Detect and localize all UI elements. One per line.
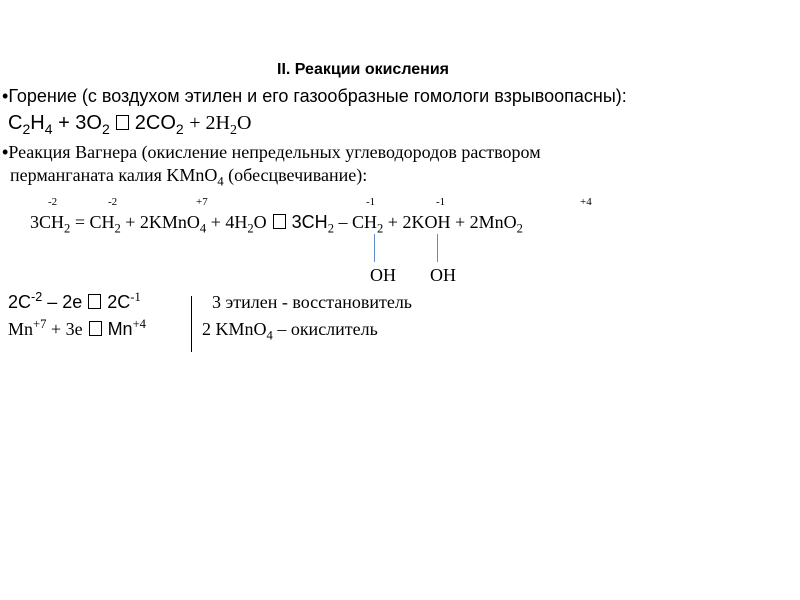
balance-row-1 [8, 292, 141, 313]
eq1-sub: 2 [22, 121, 31, 137]
bond-line [437, 234, 438, 262]
wagner-line2-post: (обесцвечивание): [223, 165, 368, 185]
eq1-sub: 2 [230, 123, 237, 138]
eq2-part: 3CH [30, 212, 65, 232]
oxidizer-note-pre: 2 KMnO [202, 319, 267, 339]
ox-number: -1 [436, 196, 446, 208]
eq2-part: = CH [70, 212, 115, 232]
balance-divider [191, 296, 192, 352]
eq2-part: 3CH [291, 212, 328, 232]
balance-sup: +4 [132, 317, 146, 331]
eq2-sub: 2 [327, 221, 334, 236]
eq1-h: H [30, 112, 45, 134]
kmno4-sub: 4 [217, 174, 224, 189]
bullet-wagner [2, 142, 541, 163]
balance-part: Mn [8, 319, 34, 339]
balance-part: 2C [8, 292, 32, 312]
eq2-sub: 2 [247, 221, 254, 236]
oxidizer-note-post: – окислитель [272, 319, 378, 339]
eq1-o: O [237, 112, 252, 134]
balance-sup: -2 [31, 290, 43, 304]
slide-title: II. Реакции окисления [277, 61, 450, 78]
eq2-sub: 4 [199, 221, 207, 236]
arrow-box-icon [116, 115, 129, 130]
wagner-line1: Реакция Вагнера (окисление непредельных углеводородов раствором [8, 142, 541, 162]
eq2-sub: 2 [64, 221, 71, 236]
ox-number: -1 [366, 196, 376, 208]
balance-row-2 [8, 319, 146, 340]
ox-number: -2 [48, 196, 58, 208]
wagner-line2 [10, 165, 368, 189]
eq2-part: + 4H [206, 212, 248, 232]
oxidizer-note [202, 319, 378, 343]
balance-part: – 2e [42, 292, 83, 312]
eq2-part: – CH [333, 212, 377, 232]
bullet-dot: • [2, 142, 9, 162]
eq1-sub: 2 [101, 121, 110, 137]
eq2-sub: 2 [516, 221, 523, 236]
eq1-o2: + 3O [58, 112, 102, 134]
arrow-box-icon [88, 294, 101, 309]
eq1-h2: + 2H [189, 112, 230, 134]
oh-group: OH [430, 265, 456, 285]
reducer-note: 3 этилен - восстановитель [212, 292, 413, 312]
eq1-c: C [8, 112, 23, 134]
balance-sup: -1 [130, 290, 141, 304]
balance-sup: +7 [33, 317, 47, 331]
eq1-sub: 4 [44, 121, 53, 137]
ox-number: +4 [580, 196, 592, 208]
kmno4-sub: 4 [266, 328, 273, 343]
eq2-part: O [253, 212, 267, 232]
combustion-text: Горение (с воздухом этилен и его газообразные гомологи взрывоопасны): [8, 86, 627, 106]
wagner-line2-pre: перманганата калия KMnO [10, 165, 218, 185]
combustion-equation [8, 112, 252, 138]
ox-number: +7 [196, 196, 208, 208]
ox-number: -2 [108, 196, 118, 208]
arrow-box-icon [89, 321, 102, 336]
bond-line [374, 234, 375, 262]
oh-group: OH [370, 265, 396, 285]
wagner-equation [30, 212, 523, 236]
eq2-part: + 2KOH + 2MnO [383, 212, 517, 232]
bullet-combustion [2, 86, 627, 107]
bullet-dot: • [2, 86, 9, 106]
eq2-part: + 2KMnO [120, 212, 200, 232]
balance-part: 2C [107, 292, 131, 312]
eq1-co2: 2CO [134, 112, 176, 134]
eq2-sub: 2 [377, 221, 384, 236]
eq1-sub: 2 [175, 121, 184, 137]
eq2-sub: 2 [114, 221, 121, 236]
balance-part: Mn [107, 319, 133, 339]
balance-part: + 3e [46, 319, 83, 339]
arrow-box-icon [273, 214, 286, 229]
